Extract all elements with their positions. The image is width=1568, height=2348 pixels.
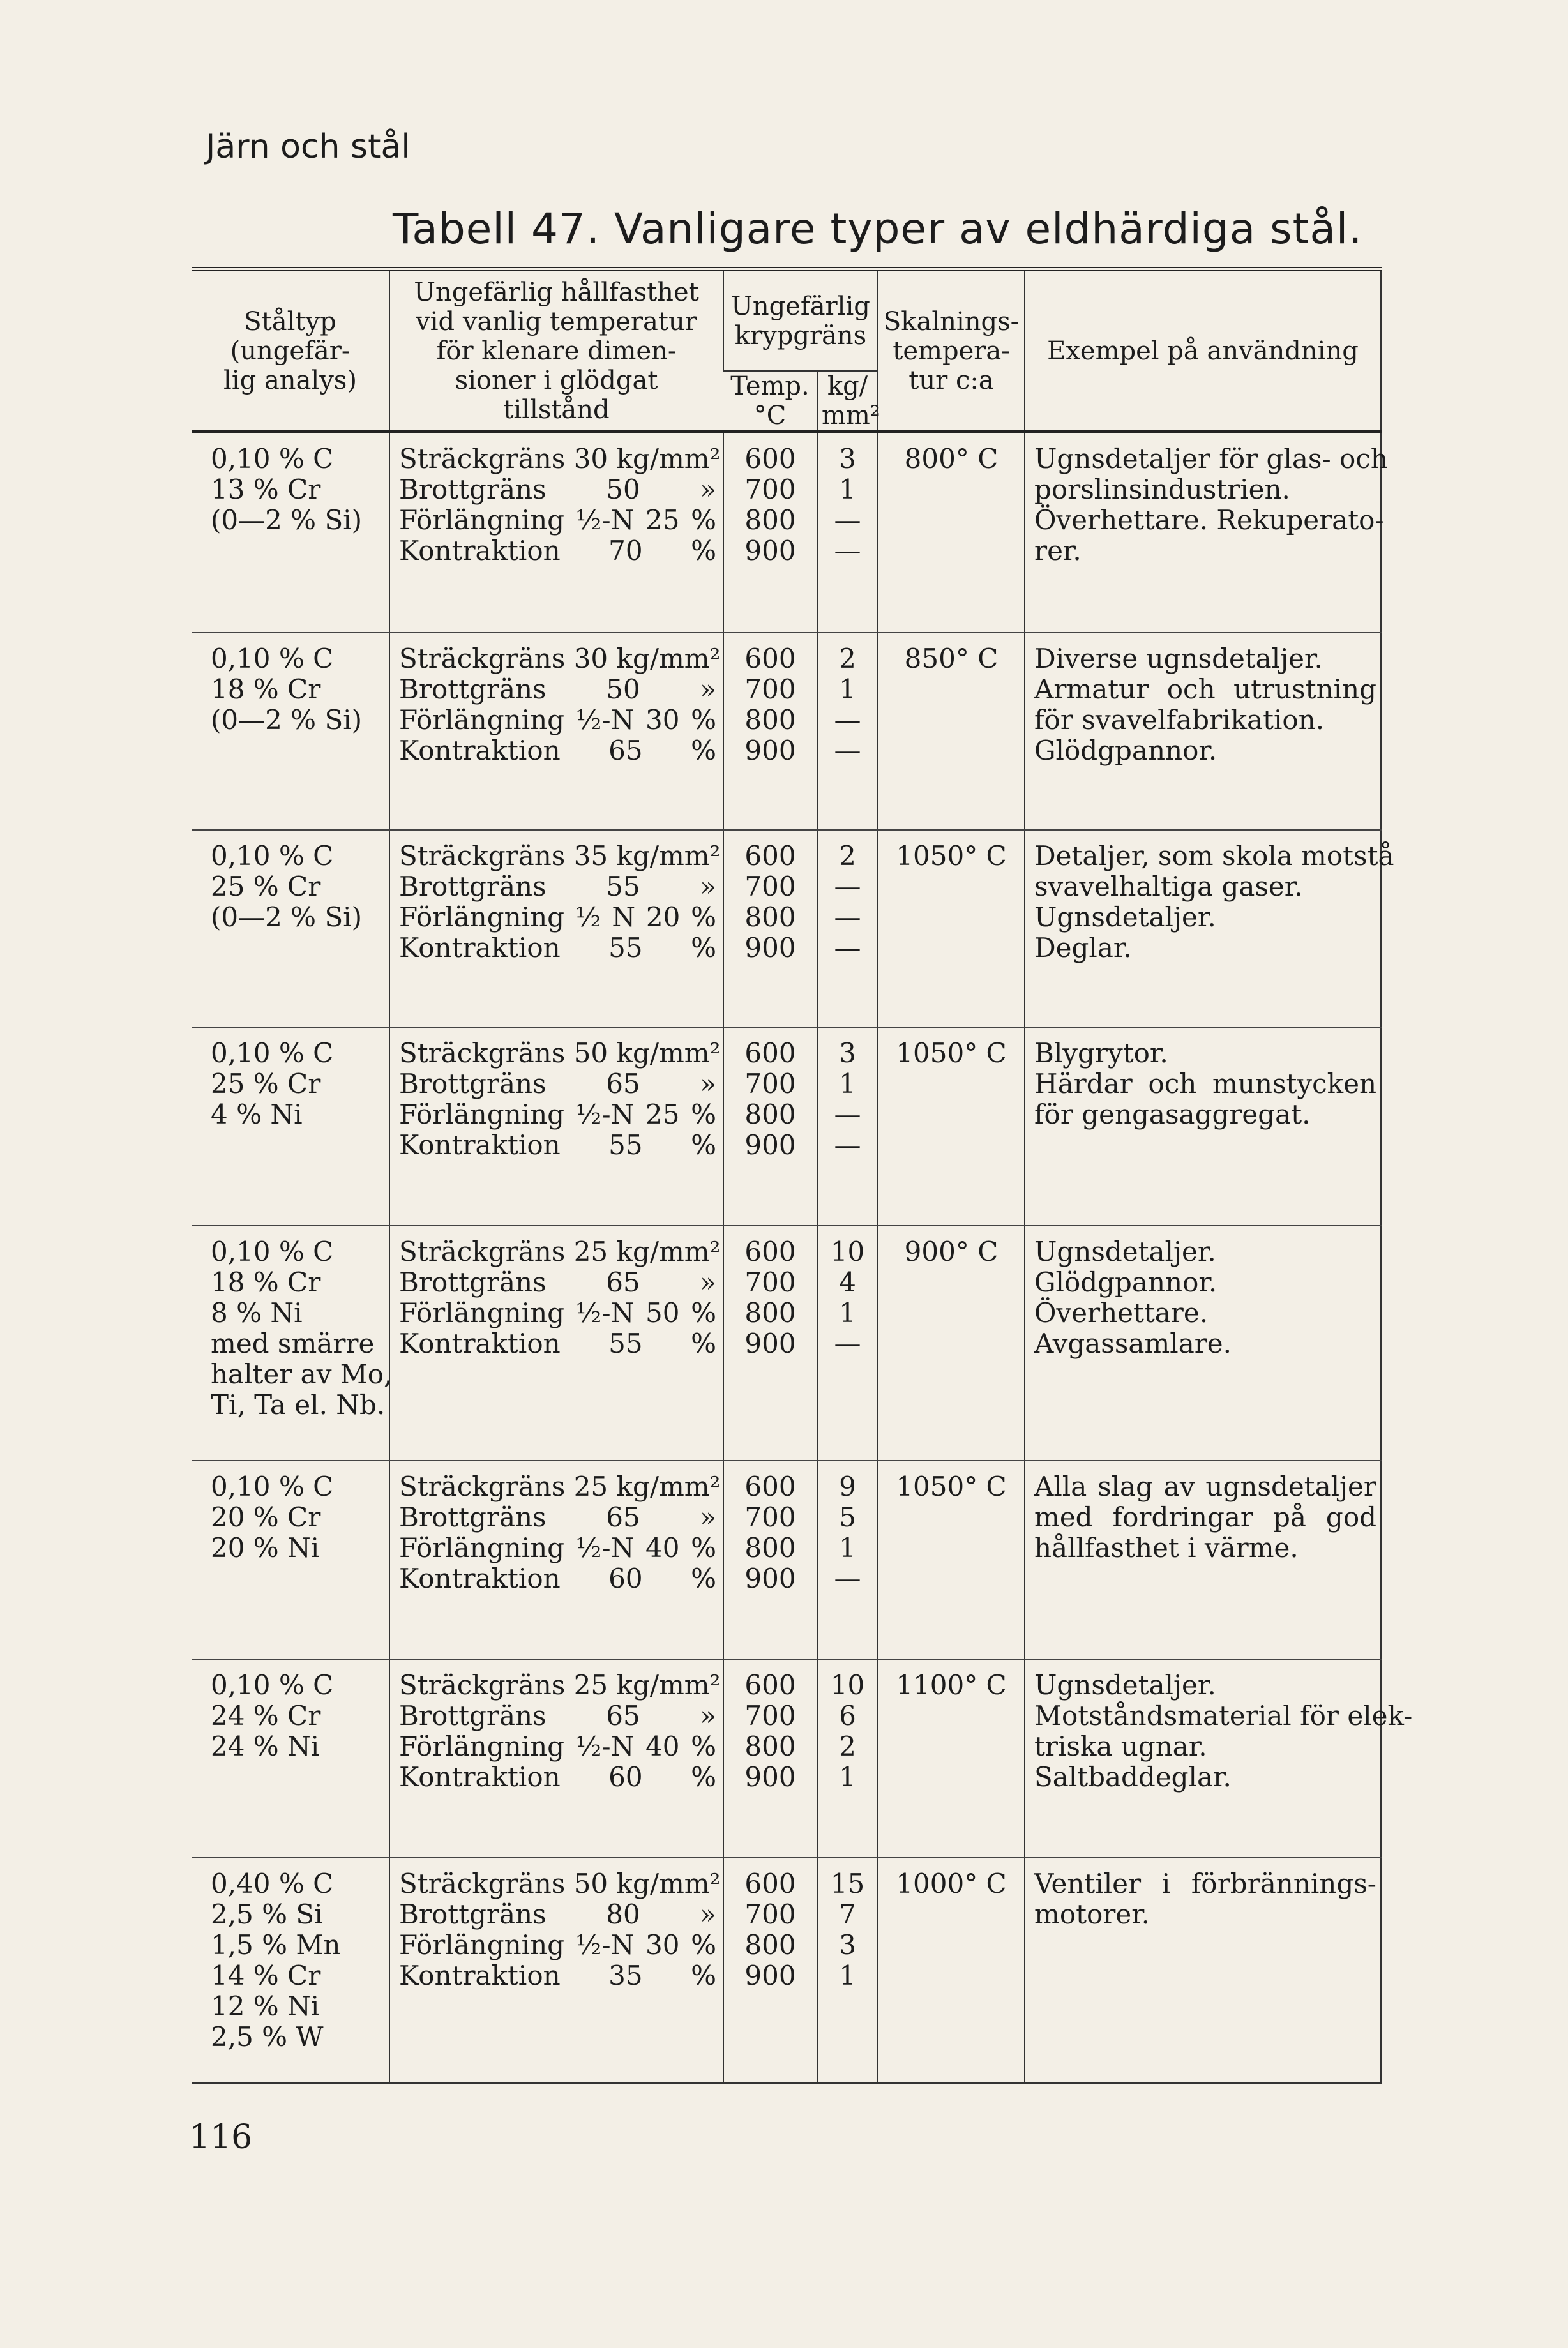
steel-analysis-cell-line: 2,5 % Si [211, 1899, 323, 1930]
header-scaling-temp-line: tur c:a [908, 365, 994, 395]
steel-analysis-cell-line: 0,10 % C [211, 1471, 334, 1503]
creep-kg-cell [817, 1461, 878, 1659]
strength-cell-line: Kontraktion 70 % [399, 535, 716, 566]
creep-temp-cell-line: 700 [744, 1501, 796, 1533]
strength-cell [389, 830, 723, 1027]
creep-kg-cell-line: — [834, 1563, 861, 1595]
strength-cell-line: Kontraktion 60 % [399, 1761, 716, 1793]
creep-temp-cell-line: 900 [744, 1563, 796, 1595]
header-scaling-temp [878, 269, 1025, 432]
creep-temp-cell-line: 800 [744, 1929, 796, 1961]
steel-analysis-cell-line: 24 % Ni [211, 1731, 320, 1763]
example-use-cell-line: Överhettare. Rekuperato- [1034, 504, 1384, 536]
strength-cell-line: Kontraktion 65 % [399, 734, 716, 766]
example-use-cell-line: Ugnsdetaljer. [1034, 901, 1216, 933]
steel-analysis-cell-line: 1,5 % Mn [211, 1929, 341, 1961]
table-row [192, 633, 1381, 830]
creep-temp-cell-line: 800 [744, 1297, 796, 1328]
steel-analysis-cell [192, 1659, 389, 1858]
creep-temp-cell-line: 900 [744, 931, 796, 963]
steel-analysis-cell-line: (0—2 % Si) [211, 901, 363, 933]
strength-cell [389, 1226, 723, 1461]
creep-kg-cell-line: — [834, 504, 861, 536]
example-use-cell [1025, 1461, 1381, 1659]
example-use-cell-line: Deglar. [1034, 931, 1132, 963]
creep-temp-cell [723, 830, 817, 1027]
creep-temp-cell-line: 600 [744, 1235, 796, 1267]
creep-temp-cell-line: 800 [744, 1532, 796, 1564]
creep-kg-cell [817, 1027, 878, 1226]
table-row [192, 830, 1381, 1027]
strength-cell [389, 1858, 723, 2082]
example-use-cell-line: Glödgpannor. [1034, 1266, 1217, 1298]
example-use-cell-line: motorer. [1034, 1899, 1150, 1930]
strength-cell-line: Brottgräns 50 » [399, 474, 716, 505]
creep-temp-cell-line: 900 [744, 1129, 796, 1161]
creep-kg-cell-line: 1 [839, 673, 856, 705]
example-use-cell-line: Diverse ugnsdetaljer. [1034, 642, 1323, 674]
page-number: 116 [189, 2118, 253, 2156]
steel-analysis-cell-line: 4 % Ni [211, 1098, 303, 1130]
steel-analysis-cell-line: 20 % Ni [211, 1532, 320, 1564]
example-use-cell-line: triska ugnar. [1034, 1731, 1207, 1763]
steel-analysis-cell-line: 20 % Cr [211, 1501, 321, 1533]
table-body [192, 432, 1413, 2083]
strength-cell-line: Kontraktion 55 % [399, 931, 716, 963]
creep-kg-cell-line: — [834, 870, 861, 902]
steel-analysis-cell-line: 25 % Cr [211, 870, 321, 902]
strength-cell-line: Kontraktion 55 % [399, 1327, 716, 1359]
header-temp-c [723, 371, 817, 432]
creep-temp-cell-line: 800 [744, 1098, 796, 1130]
header-strength-line: tillstånd [503, 395, 610, 425]
creep-kg-cell-line: — [834, 734, 861, 766]
header-strength [389, 269, 723, 432]
scaling-temp-cell: 1000° C [878, 1858, 1025, 2082]
creep-kg-cell-line: — [834, 535, 861, 566]
creep-kg-cell [817, 1659, 878, 1858]
example-use-cell-line: Alla slag av ugnsdetaljer [1034, 1471, 1376, 1503]
example-use-cell-line: med fordringar på god [1034, 1501, 1376, 1533]
creep-kg-cell-line: 2 [839, 642, 856, 674]
creep-kg-cell [817, 1226, 878, 1461]
header-strength-line: Ungefärlig hållfasthet [414, 277, 699, 307]
running-head: Järn och stål [206, 128, 411, 166]
table-row [192, 1461, 1381, 1659]
example-use-cell-line: för svavelfabrikation. [1034, 704, 1325, 735]
creep-kg-cell-line: — [834, 1098, 861, 1130]
strength-cell-line: Brottgräns 65 » [399, 1067, 716, 1099]
creep-temp-cell-line: 700 [744, 1266, 796, 1298]
strength-cell-line: Förlängning ½-N 50 % [399, 1297, 716, 1328]
strength-cell-line: Förlängning ½-N 30 % [399, 1929, 716, 1961]
steel-analysis-cell [192, 1858, 389, 2082]
creep-kg-cell-line: — [834, 931, 861, 963]
creep-kg-cell-line: 1 [839, 1297, 856, 1328]
steel-analysis-cell-line: 0,10 % C [211, 839, 334, 871]
creep-kg-cell-line: 1 [839, 1067, 856, 1099]
header-steel-type-line: Ståltyp [244, 306, 336, 336]
strength-cell [389, 1027, 723, 1226]
example-use-cell-line: Detaljer, som skola motstå [1034, 839, 1394, 871]
creep-kg-cell [817, 432, 878, 633]
example-use-cell-line: Ugnsdetaljer. [1034, 1669, 1216, 1701]
strength-cell-line: Sträckgräns 25 kg/mm² [399, 1471, 721, 1503]
creep-kg-cell-line: 1 [839, 474, 856, 505]
scaling-temp-cell: 900° C [878, 1226, 1025, 1461]
header-steel-type-line: lig analys) [223, 365, 357, 395]
example-use-cell [1025, 830, 1394, 1027]
example-use-cell-line: för gengasaggregat. [1034, 1098, 1311, 1130]
header-strength-line: sioner i glödgat [455, 365, 658, 395]
steel-analysis-cell-line: med smärre [211, 1327, 375, 1359]
strength-cell-line: Sträckgräns 35 kg/mm² [399, 839, 721, 871]
example-use-cell-line: rer. [1034, 535, 1082, 566]
creep-kg-cell-line: 1 [839, 1532, 856, 1564]
example-use-cell-line: Avgassamlare. [1034, 1327, 1232, 1359]
example-use-cell [1025, 633, 1381, 830]
creep-temp-cell [723, 1226, 817, 1461]
steel-analysis-cell-line: 24 % Cr [211, 1700, 321, 1732]
example-use-cell [1025, 432, 1388, 633]
strength-cell-line: Förlängning ½-N 25 % [399, 1098, 716, 1130]
steel-analysis-cell-line: 0,10 % C [211, 1235, 334, 1267]
header-scaling-temp-line: Skalnings- [883, 306, 1020, 336]
example-use-cell-line: Härdar och munstycken [1034, 1067, 1376, 1099]
table-row [192, 1659, 1381, 1858]
example-use-cell-line: Glödgpannor. [1034, 734, 1217, 766]
strength-cell-line: Brottgräns 65 » [399, 1266, 716, 1298]
creep-kg-cell-line: 2 [839, 1731, 856, 1763]
table-row [192, 1226, 1381, 1461]
header-creep-limit-line: Ungefärlig [731, 291, 870, 321]
example-use-cell-line: Ugnsdetaljer. [1034, 1235, 1216, 1267]
header-creep-limit [723, 269, 878, 372]
creep-kg-cell-line: 10 [830, 1235, 865, 1267]
strength-cell-line: Sträckgräns 25 kg/mm² [399, 1235, 721, 1267]
steel-analysis-cell-line: 0,40 % C [211, 1868, 334, 1900]
creep-temp-cell-line: 700 [744, 1067, 796, 1099]
steel-analysis-cell-line: 0,10 % C [211, 642, 334, 674]
steel-analysis-cell-line: 25 % Cr [211, 1067, 321, 1099]
creep-kg-cell-line: 9 [839, 1471, 856, 1503]
header-steel-type-line: (ungefär- [230, 336, 351, 366]
creep-kg-cell [817, 1858, 878, 2082]
creep-kg-cell [817, 633, 878, 830]
strength-cell-line: Brottgräns 55 » [399, 870, 716, 902]
creep-kg-cell-line: — [834, 901, 861, 933]
creep-temp-cell-line: 700 [744, 673, 796, 705]
creep-temp-cell-line: 900 [744, 535, 796, 566]
steel-analysis-cell-line: 18 % Cr [211, 673, 321, 705]
header-strength-line: vid vanlig temperatur [416, 306, 697, 336]
scaling-temp-cell: 1050° C [878, 1461, 1025, 1659]
strength-cell-line: Kontraktion 35 % [399, 1960, 716, 1992]
steel-analysis-cell [192, 1226, 393, 1461]
creep-temp-cell-line: 600 [744, 839, 796, 871]
scaling-temp-cell: 1050° C [878, 1027, 1025, 1226]
steel-analysis-cell [192, 1027, 389, 1226]
example-use-cell [1025, 1659, 1413, 1858]
creep-temp-cell-line: 800 [744, 504, 796, 536]
steel-analysis-cell-line: 0,10 % C [211, 443, 334, 474]
header-strength-line: för klenare dimen- [436, 336, 677, 366]
creep-temp-cell [723, 1858, 817, 2082]
creep-temp-cell-line: 900 [744, 1761, 796, 1793]
creep-kg-cell-line: 7 [839, 1899, 856, 1930]
header-creep-limit-line: krypgräns [734, 320, 867, 350]
creep-kg-cell-line: 10 [830, 1669, 865, 1701]
steel-analysis-cell-line: 14 % Cr [211, 1960, 321, 1992]
header-kg-mm2 [817, 371, 878, 432]
steel-analysis-cell-line: 0,10 % C [211, 1669, 334, 1701]
strength-cell-line: Sträckgräns 25 kg/mm² [399, 1669, 721, 1701]
table-title: Tabell 47. Vanligare typer av eldhärdiga stål. [393, 204, 1363, 253]
example-use-cell-line: Armatur och utrustning [1034, 673, 1376, 705]
steel-analysis-cell-line: 13 % Cr [211, 474, 321, 505]
header-kg-mm2-line: mm² [822, 401, 880, 430]
creep-kg-cell-line: 1 [839, 1960, 856, 1992]
strength-cell-line: Kontraktion 60 % [399, 1563, 716, 1595]
creep-kg-cell-line: 6 [839, 1700, 856, 1732]
strength-cell-line: Brottgräns 80 » [399, 1899, 716, 1930]
example-use-cell-line: Blygrytor. [1034, 1037, 1168, 1069]
strength-cell [389, 633, 723, 830]
header-kg-mm2-line: kg/ [827, 372, 868, 401]
strength-cell [389, 1461, 723, 1659]
example-use-cell-line: hållfasthet i värme. [1034, 1532, 1299, 1564]
steel-analysis-cell-line: 18 % Cr [211, 1266, 321, 1298]
creep-kg-cell-line: 3 [839, 443, 856, 474]
creep-kg-cell-line: 3 [839, 1929, 856, 1961]
example-use-cell [1025, 1858, 1381, 2082]
header-temp-c-line: Temp. [730, 372, 810, 401]
example-use-cell [1025, 1027, 1381, 1226]
example-use-cell-line: Motståndsmaterial för elek- [1034, 1700, 1413, 1732]
creep-temp-cell [723, 1659, 817, 1858]
table-row [192, 1858, 1381, 2082]
creep-temp-cell-line: 800 [744, 704, 796, 735]
creep-temp-cell [723, 1027, 817, 1226]
example-use-cell-line: Ventiler i förbrännings- [1034, 1868, 1376, 1900]
header-steel-type [192, 269, 389, 432]
creep-temp-cell-line: 600 [744, 443, 796, 474]
creep-temp-cell [723, 432, 817, 633]
creep-temp-cell-line: 900 [744, 734, 796, 766]
creep-temp-cell-line: 900 [744, 1327, 796, 1359]
strength-cell-line: Förlängning ½ N 20 % [399, 901, 716, 933]
header-temp-c-line: °C [753, 401, 787, 430]
creep-temp-cell-line: 600 [744, 642, 796, 674]
creep-kg-cell [817, 830, 878, 1027]
scaling-temp-cell: 1100° C [878, 1659, 1025, 1858]
creep-kg-cell-line: 2 [839, 839, 856, 871]
scaling-temp-cell: 800° C [878, 432, 1025, 633]
creep-kg-cell-line: 1 [839, 1761, 856, 1793]
strength-cell-line: Brottgräns 65 » [399, 1501, 716, 1533]
strength-cell-line: Kontraktion 55 % [399, 1129, 716, 1161]
strength-cell-line: Sträckgräns 50 kg/mm² [399, 1868, 721, 1900]
strength-cell-line: Sträckgräns 50 kg/mm² [399, 1037, 721, 1069]
header-example-use: Exempel på användning [1025, 269, 1381, 432]
creep-kg-cell-line: 4 [839, 1266, 856, 1298]
strength-cell [389, 432, 723, 633]
creep-temp-cell [723, 633, 817, 830]
creep-temp-cell-line: 700 [744, 474, 796, 505]
strength-cell-line: Förlängning ½-N 30 % [399, 704, 716, 735]
steel-analysis-cell-line: 2,5 % W [211, 2021, 324, 2053]
creep-temp-cell-line: 600 [744, 1037, 796, 1069]
example-use-cell-line: svavelhaltiga gaser. [1034, 870, 1303, 902]
creep-kg-cell-line: — [834, 1129, 861, 1161]
strength-cell-line: Sträckgräns 30 kg/mm² [399, 642, 721, 674]
creep-temp-cell-line: 600 [744, 1669, 796, 1701]
steel-analysis-cell-line: Ti, Ta el. Nb. [211, 1388, 386, 1420]
example-use-cell-line: porslinsindustrien. [1034, 474, 1290, 505]
steel-analysis-cell-line: 8 % Ni [211, 1297, 303, 1328]
example-use-cell [1025, 1226, 1381, 1461]
strength-cell-line: Förlängning ½-N 40 % [399, 1731, 716, 1763]
creep-kg-cell-line: — [834, 704, 861, 735]
example-use-cell-line: Ugnsdetaljer för glas- och [1034, 443, 1388, 474]
header-scaling-temp-line: tempera- [893, 336, 1010, 366]
steel-analysis-cell [192, 1461, 389, 1659]
scaling-temp-cell: 850° C [878, 633, 1025, 830]
creep-temp-cell-line: 800 [744, 901, 796, 933]
steel-types-table [192, 267, 1413, 2084]
creep-kg-cell-line: 5 [839, 1501, 856, 1533]
table-row [192, 432, 1381, 633]
strength-cell [389, 1659, 723, 1858]
creep-temp-cell-line: 700 [744, 1899, 796, 1930]
steel-analysis-cell-line: halter av Mo, [211, 1358, 393, 1390]
creep-temp-cell [723, 1461, 817, 1659]
creep-temp-cell-line: 700 [744, 1700, 796, 1732]
steel-analysis-cell-line: 0,10 % C [211, 1037, 334, 1069]
steel-analysis-cell [192, 633, 389, 830]
strength-cell-line: Brottgräns 50 » [399, 673, 716, 705]
steel-analysis-cell-line: (0—2 % Si) [211, 704, 363, 735]
example-use-cell-line: Saltbaddeglar. [1034, 1761, 1232, 1793]
steel-analysis-cell-line: (0—2 % Si) [211, 504, 363, 536]
steel-analysis-cell [192, 432, 389, 633]
example-use-cell-line: Överhettare. [1034, 1297, 1209, 1328]
strength-cell-line: Brottgräns 65 » [399, 1700, 716, 1732]
strength-cell-line: Sträckgräns 30 kg/mm² [399, 443, 721, 474]
scaling-temp-cell: 1050° C [878, 830, 1025, 1027]
creep-temp-cell-line: 800 [744, 1731, 796, 1763]
steel-analysis-cell [192, 830, 389, 1027]
table-row [192, 1027, 1381, 1226]
steel-analysis-cell-line: 12 % Ni [211, 1991, 320, 2022]
creep-temp-cell-line: 600 [744, 1471, 796, 1503]
creep-temp-cell-line: 600 [744, 1868, 796, 1900]
creep-temp-cell-line: 900 [744, 1960, 796, 1992]
creep-kg-cell-line: — [834, 1327, 861, 1359]
strength-cell-line: Förlängning ½-N 40 % [399, 1532, 716, 1564]
strength-cell-line: Förlängning ½-N 25 % [399, 504, 716, 536]
creep-kg-cell-line: 3 [839, 1037, 856, 1069]
creep-kg-cell-line: 15 [830, 1868, 865, 1900]
creep-temp-cell-line: 700 [744, 870, 796, 902]
